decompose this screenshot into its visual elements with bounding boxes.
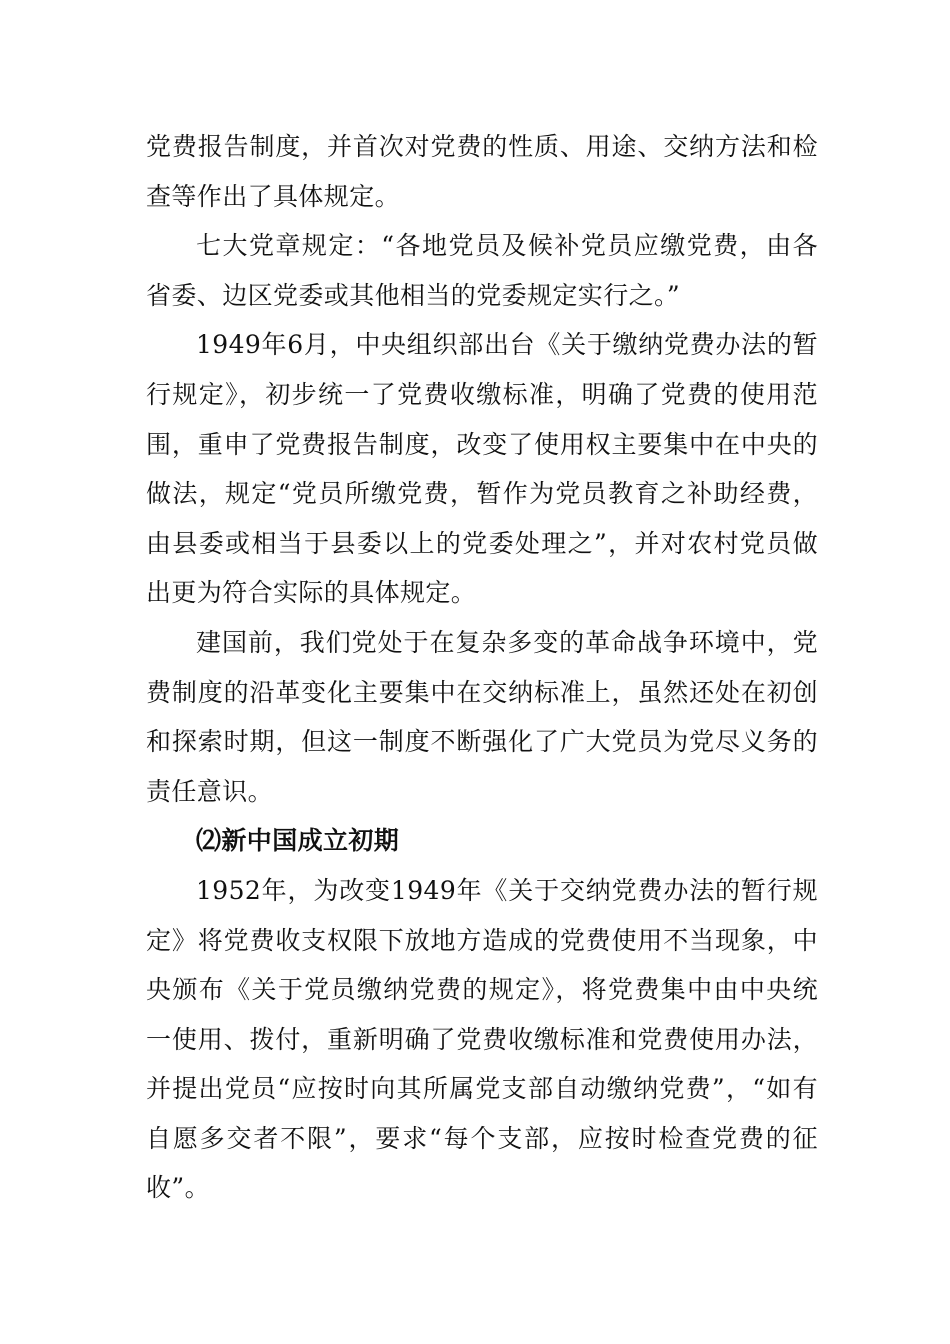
paragraph-seventh-congress: 七大党章规定：“各地党员及候补党员应缴党费，由各省委、边区党委或其他相当的党委规定实行之。” [146,231,818,310]
paragraph-continued: 党费报告制度，并首次对党费的性质、用途、交纳方法和检查等作出了具体规定。 [146,132,818,211]
paragraph-1952-regulation: 1952年，为改变1949年《关于交纳党费办法的暂行规定》将党费收支权限下放地方造成的党费使用不当现象，中央颁布《关于党员缴纳党费的规定》，将党费集中由中央统一使用、拨付，重新明确了党费收缴标准和党费使用办法，并提出党员“应按时向其所属党支部自动缴纳党费”，“如有自愿多交者不限”，要求“每个支部，应按时检查党费的征收”。 [146,875,818,1203]
section-heading: ⑵新中国成立初期 [196,826,400,856]
document-body [146,122,818,1213]
paragraph-pre-founding-summary: 建国前，我们党处于在复杂多变的革命战争环境中，党费制度的沿革变化主要集中在交纳标准上，虽然还处在初创和探索时期，但这一制度不断强化了广大党员为党尽义务的责任意识。 [146,627,818,806]
paragraph-1949-regulation: 1949年6月，中央组织部出台《关于缴纳党费办法的暂行规定》，初步统一了党费收缴标准，明确了党费的使用范围，重申了党费报告制度，改变了使用权主要集中在中央的做法，规定“党员所缴党费，暂作为党员教育之补助经费，由县委或相当于县委以上的党委处理之”，并对农村党员做出更为符合实际的具体规定。 [146,330,818,608]
